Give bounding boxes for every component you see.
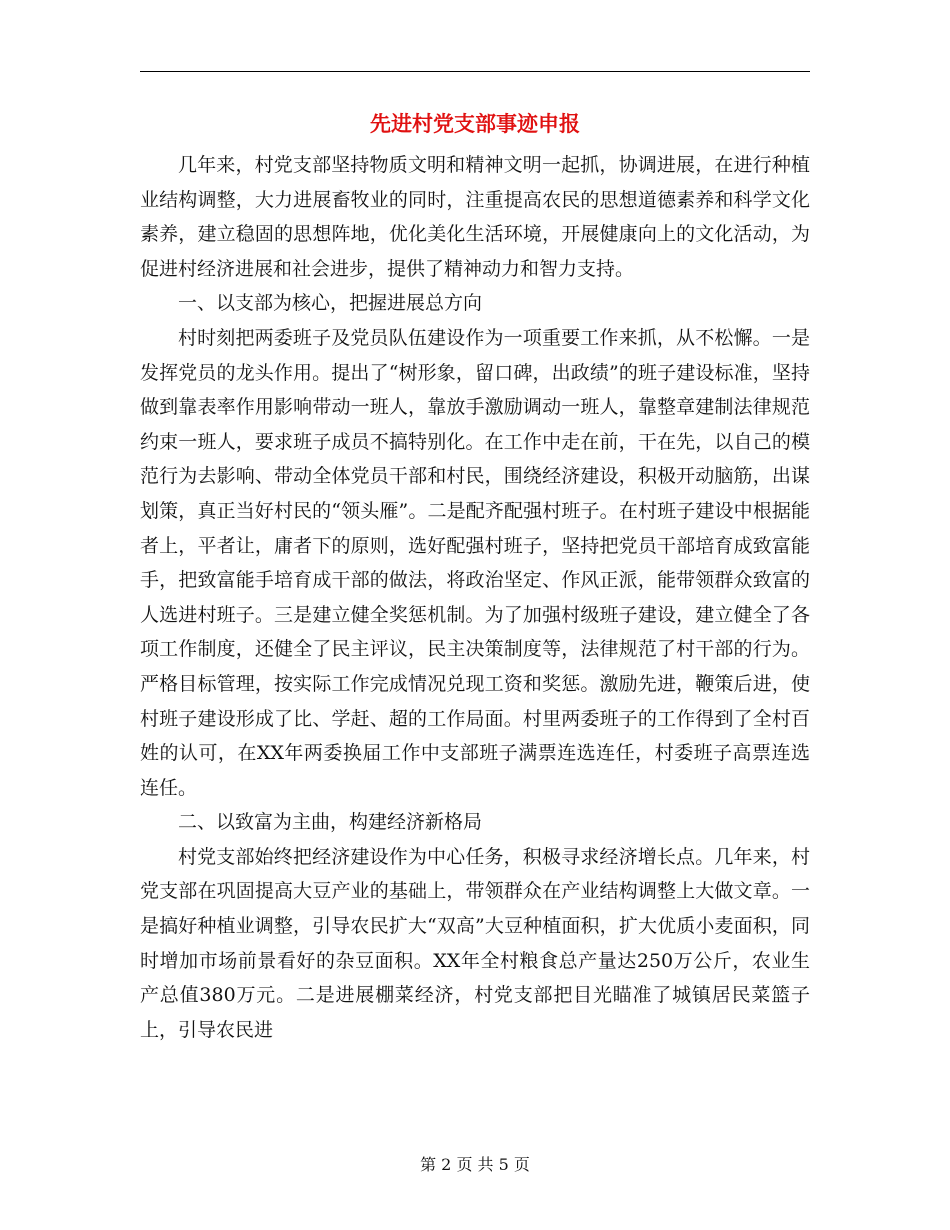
- page-number: 第 2 页 共 5 页: [420, 1155, 530, 1174]
- header-rule: [140, 71, 810, 72]
- paragraph-intro: 几年来，村党支部坚持物质文明和精神文明一起抓，协调进展，在进行种植业结构调整，大力进展畜牧业的同时，注重提高农民的思想道德素养和科学文化素养，建立稳固的思想阵地，优化美化生活环境，开展健康向上的文化活动，为促进村经济进展和社会进步，提供了精神动力和智力支持。: [140, 154, 810, 280]
- section-heading-1: 一、以支部为核心，把握进展总方向: [178, 292, 483, 315]
- paragraph-section-2: 村党支部始终把经济建设作为中心任务，积极寻求经济增长点。几年来，村党支部在巩固提高大豆产业的基础上，带领群众在产业结构调整上大做文章。一是搞好种植业调整，引导农民扩大“双高”大豆种植面积，扩大优质小麦面积，同时增加市场前景看好的杂豆面积。XX年全村粮食总产量达250万公斤，农业生产总值380万元。二是进展棚菜经济，村党支部把目光瞄准了城镇居民菜篮子上，引导农民进: [140, 845, 810, 1041]
- section-heading-2: 二、以致富为主曲，构建经济新格局: [178, 811, 483, 834]
- document-title: 先进村党支部事迹申报: [370, 111, 580, 136]
- paragraph-section-1: 村时刻把两委班子及党员队伍建设作为一项重要工作来抓，从不松懈。一是发挥党员的龙头作用。提出了“树形象，留口碑，出政绩”的班子建设标准，坚持做到靠表率作用影响带动一班人，靠放手激励调动一班人，靠整章建制法律规范约束一班人，要求班子成员不搞特别化。在工作中走在前，干在先，以自己的模范行为去影响、带动全体党员干部和村民，围绕经济建设，积极开动脑筋，出谋划策，真正当好村民的“领头雁”。二是配齐配强村班子。在村班子建设中根据能者上，平者让，庸者下的原则，选好配强村班子，坚持把党员干部培育成致富能手，把致富能手培育成干部的做法，将政治坚定、作风正派，能带领群众致富的人选进村班子。三是建立健全奖惩机制。为了加强村级班子建设，建立健全了各项工作制度，还健全了民主评议，民主决策制度等，法律规范了村干部的行为。严格目标管理，按实际工作完成情况兑现工资和奖惩。激励先进，鞭策后进，使村班子建设形成了比、学赶、超的工作局面。村里两委班子的工作得到了全村百姓的认可，在XX年两委换届工作中支部班子满票连选连任，村委班子高票连选连任。: [140, 326, 810, 799]
- document-body: [140, 148, 810, 1047]
